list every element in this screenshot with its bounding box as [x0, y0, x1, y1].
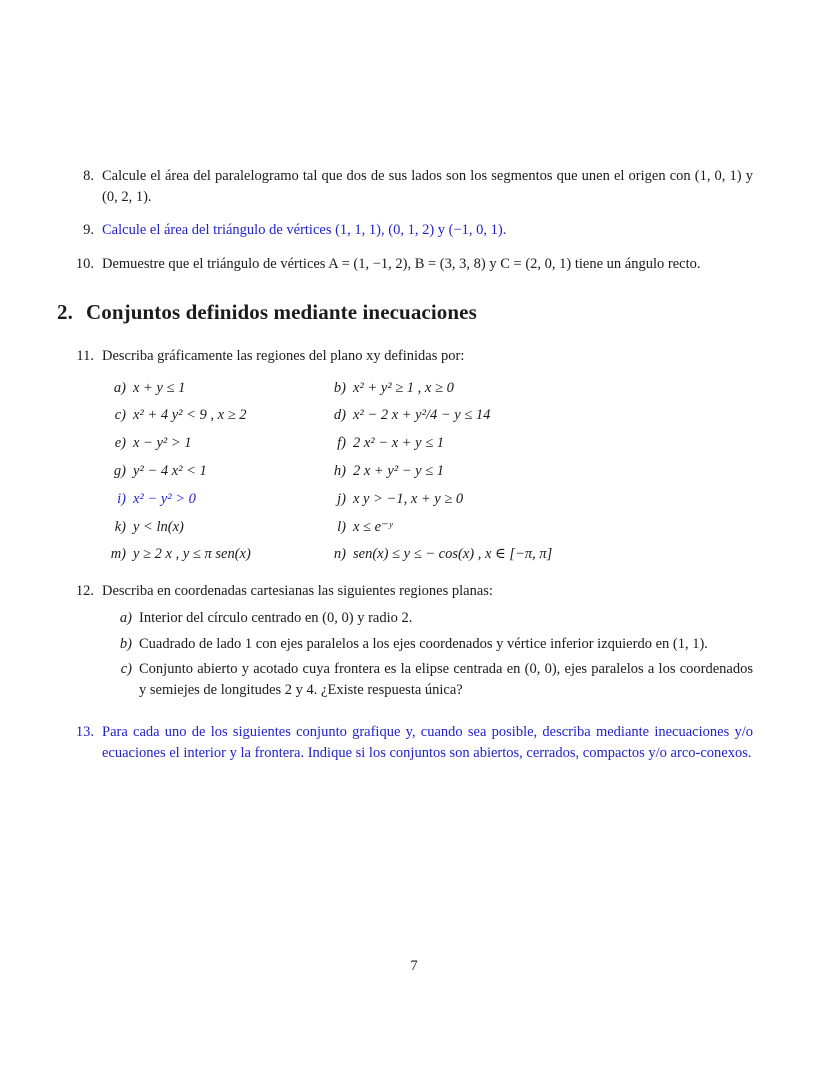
region-list [102, 608, 753, 700]
exercise-13-text: Para cada uno de los siguientes conjunto grafique y, cuando sea posible, describa mediante inecuaciones y/o ecuaciones el interior y la frontera. Indique si los conjuntos son abiertos, cerrados, compactos y/o arco-conexos. [102, 724, 753, 761]
inequality-item-i: i) x² − y² > 0 [117, 490, 196, 507]
inequality-item-b: b) x² + y² ≥ 1 , x ≥ 0 [333, 379, 454, 396]
inequality-item-l: l) x ≤ e⁻ʸ [337, 518, 393, 535]
inequality-item-c: c) x² + 4 y² < 9 , x ≥ 2 [114, 407, 247, 424]
inequality-item-k: k) y < ln(x) [114, 518, 184, 535]
inequality-item-j: j) x y > −1, x + y ≥ 0 [337, 490, 464, 507]
inequality-item-f: f) 2 x² − x + y ≤ 1 [337, 435, 445, 452]
exercise-12 [57, 581, 753, 705]
section-number: 2. [57, 300, 73, 325]
exercise-10-text: Demuestre que el triángulo de vértices A = (1, −1, 2), B = (3, 3, 8) y C = (2, 0, 1) tiene un ángulo recto. [102, 255, 701, 272]
exercise-8-number: 8. [83, 168, 94, 184]
exercise-13 [57, 722, 753, 763]
region-item-a: a) Interior del círculo centrado en (0, 0) y radio 2. [119, 610, 413, 627]
exercise-9 [57, 220, 753, 241]
exercise-11-number: 11. [76, 347, 94, 364]
inequality-item-h: h) 2 x + y² − y ≤ 1 [333, 462, 445, 479]
section-heading [57, 300, 753, 325]
exercise-8-text: Calcule el área del paralelogramo tal que dos de sus lados son los segmentos que unen el origen con (1, 0, 1) y (0, 2, 1). [102, 168, 753, 205]
region-item-c: c) Conjunto abierto y acotado cuya frontera es la elipse centrada en (0, 0), ejes paralelos a los coordenados y semiejes de longitudes 2 y 4. ¿Existe respuesta única? [120, 661, 753, 698]
inequality-item-a: a) x + y ≤ 1 [113, 379, 186, 396]
exercise-10-number: 10. [75, 255, 94, 272]
inequality-item-e: e) x − y² > 1 [114, 435, 192, 452]
exercise-12-number: 12. [75, 583, 94, 600]
exercise-13-number: 13. [75, 724, 94, 741]
section-title: Conjuntos definidos mediante inecuaciones [85, 300, 477, 325]
inequality-item-m: m) y ≥ 2 x , y ≤ π sen(x) [110, 546, 251, 563]
exercise-10 [57, 254, 753, 275]
exercise-12-intro: Describa en coordenadas cartesianas las siguientes regiones planas: [102, 583, 493, 600]
exercise-9-number: 9. [83, 222, 94, 239]
page-number: 7 [410, 958, 418, 974]
exercise-11 [57, 346, 753, 569]
exercise-8 [57, 166, 753, 207]
region-item-b: b) Cuadrado de lado 1 con ejes paralelos a los ejes coordenados y vértice inferior izquierdo en (1, 1). [119, 635, 708, 652]
inequality-item-g: g) y² − 4 x² < 1 [113, 462, 207, 479]
inequality-item-d: d) x² − 2 x + y²/4 − y ≤ 14 [333, 407, 491, 424]
exercise-11-intro: Describa gráficamente las regiones del plano xy definidas por: [102, 347, 465, 364]
inequality-item-n: n) sen(x) ≤ y ≤ − cos(x) , x ∈ [−π, π] [333, 546, 553, 563]
exercise-9-text: Calcule el área del triángulo de vértices (1, 1, 1), (0, 1, 2) y (−1, 0, 1). [102, 222, 507, 239]
document-page [57, 166, 753, 776]
inequality-list [102, 374, 753, 568]
